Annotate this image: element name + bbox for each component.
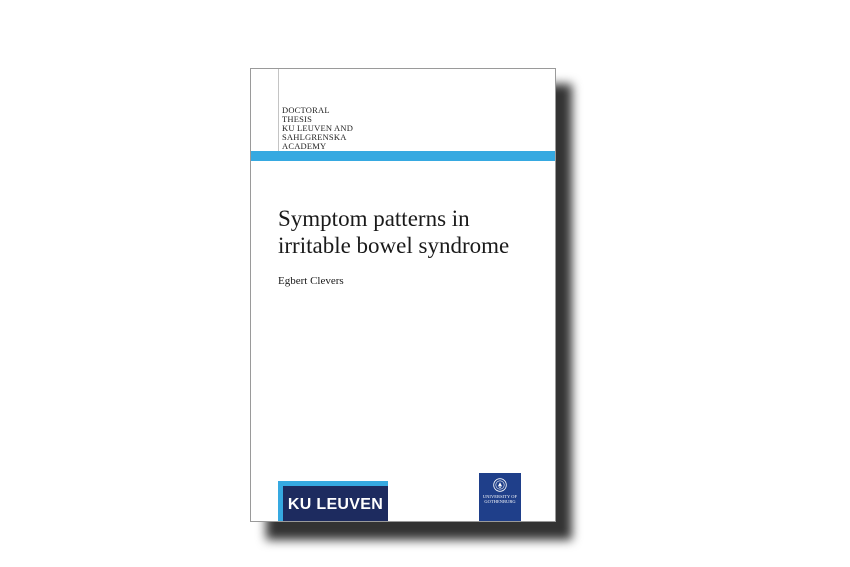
title-line: Symptom patterns in (278, 206, 470, 231)
spine-line (278, 69, 279, 153)
ku-logo-text: KU LEUVEN (283, 486, 388, 522)
gothenburg-line: GOTHENBURG (484, 499, 516, 505)
university-of-gothenburg-logo (479, 473, 521, 521)
series-label (282, 106, 402, 151)
title-line: irritable bowel syndrome (278, 233, 510, 258)
gothenburg-text (479, 494, 521, 504)
author-name: Egbert Clevers (278, 275, 344, 287)
series-line: ACADEMY (282, 141, 327, 151)
series-line: KU LEUVEN AND (282, 123, 354, 133)
series-line: THESIS (282, 114, 313, 124)
gothenburg-seal-icon (493, 478, 507, 492)
ku-leuven-logo (278, 481, 388, 522)
book-title (278, 205, 548, 259)
accent-bar (251, 151, 555, 161)
series-line: SAHLGRENSKA (282, 132, 347, 142)
book-cover (250, 68, 556, 522)
gothenburg-line: UNIVERSITY OF (482, 494, 518, 499)
series-line: DOCTORAL (282, 105, 330, 115)
